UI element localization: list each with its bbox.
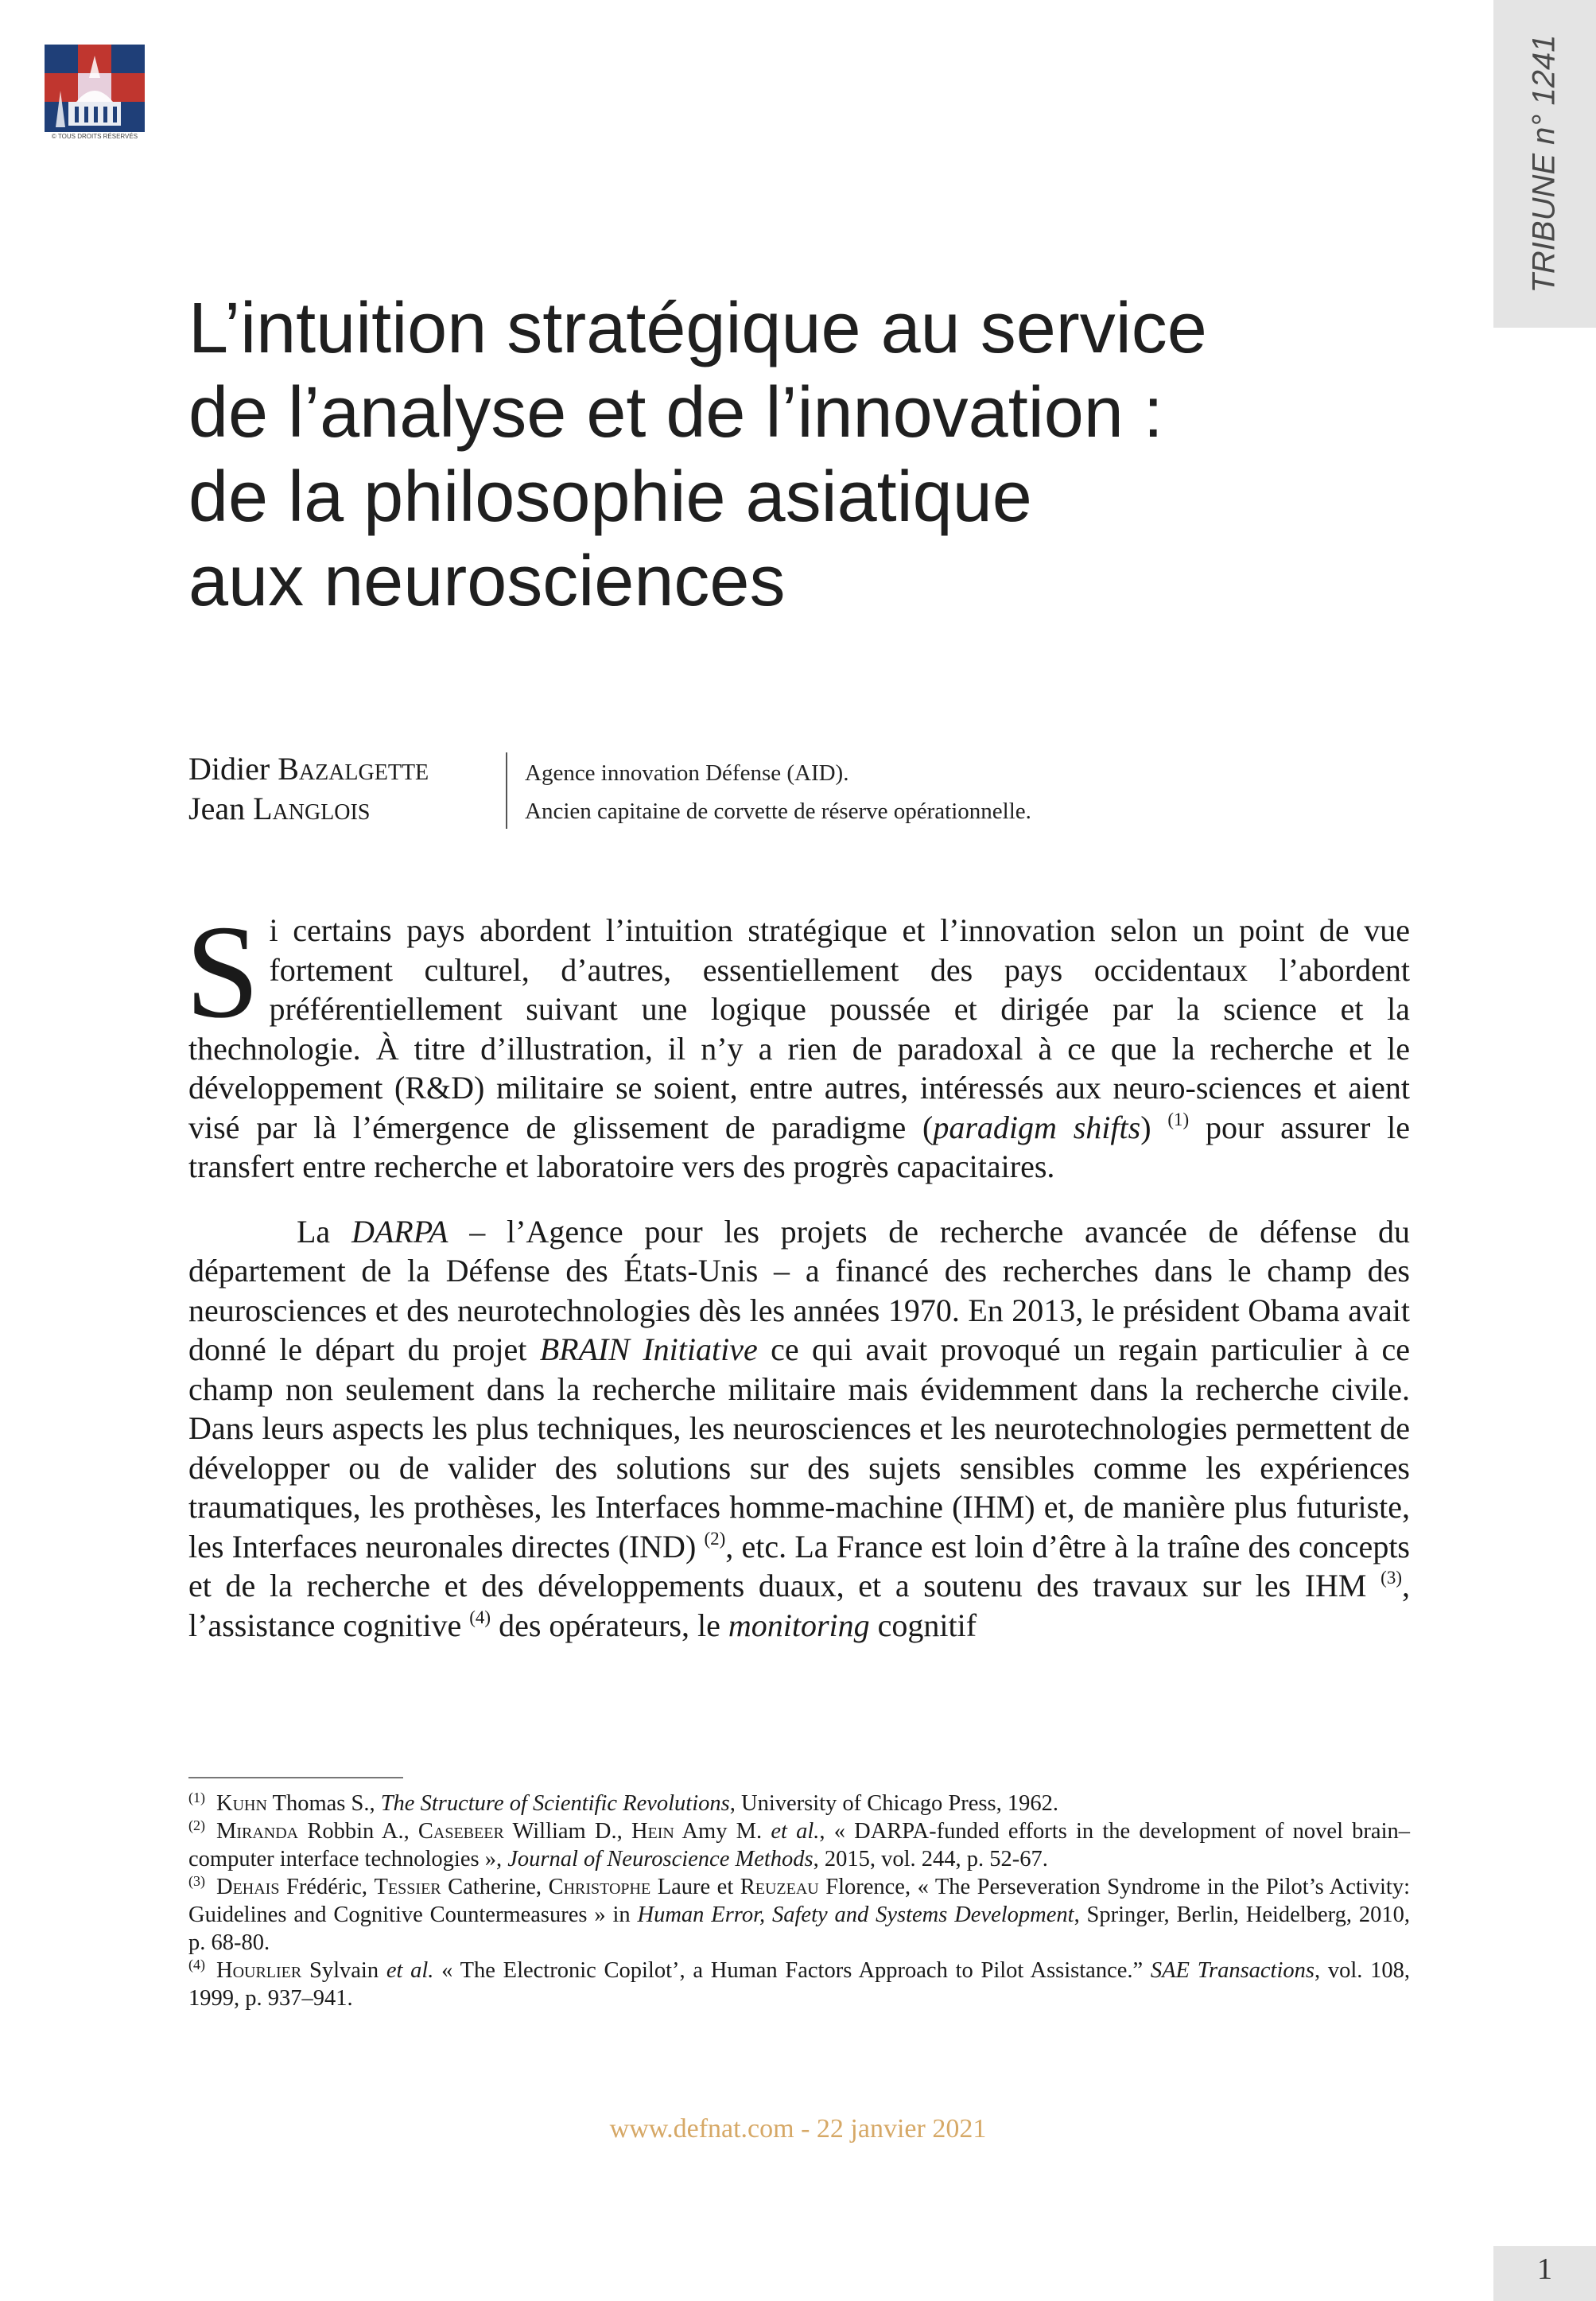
author-last-name: Bazalgette [278, 751, 429, 787]
text-run: « The Electronic Copilot’, a Human Factors Approach to Pilot Assistance.” [433, 1958, 1151, 1983]
text-run: , Springer, Berlin, Heidelberg, 2010, p. 68-80. [188, 1903, 1410, 1955]
footnote-author: Casebeer [417, 1819, 504, 1844]
text-run: , l’assistance cognitive [188, 1568, 1410, 1643]
italic-title: Human Error, Safety and Systems Development [637, 1903, 1074, 1927]
text-run: William D., [503, 1819, 631, 1844]
italic-term: DARPA [351, 1213, 449, 1250]
text-run: Sylvain [301, 1958, 386, 1983]
italic-term: BRAIN Initiative [539, 1331, 758, 1367]
text-run: Frédéric, [279, 1875, 375, 1899]
italic-title: Journal of Neuroscience Methods [507, 1847, 814, 1872]
text-run: , 2015, vol. 244, p. 52-67. [813, 1847, 1048, 1872]
text-run: des opérateurs, le [499, 1607, 720, 1643]
footnote-author: Miranda [216, 1819, 299, 1844]
italic-title: The Structure of Scientific Revolutions [380, 1791, 730, 1816]
italic-title: SAE Transactions [1150, 1958, 1314, 1983]
text-run: Laure et [650, 1875, 740, 1899]
footnote-ref[interactable]: (2) [704, 1528, 726, 1549]
text-run: Catherine, [441, 1875, 549, 1899]
text-run: La [297, 1213, 331, 1250]
text-run: Robbin A., [298, 1819, 418, 1844]
footnote [188, 1957, 1410, 2012]
text-run: Amy M. [674, 1819, 771, 1844]
italic-term: et al. [771, 1819, 820, 1844]
footnotes [188, 1790, 1410, 2012]
footnote-author: Kuhn [216, 1791, 267, 1816]
text-run: , University of Chicago Press, 1962. [729, 1791, 1058, 1816]
footnote [188, 1817, 1410, 1873]
footnote-separator [188, 1777, 403, 1778]
page-number: 1 [1537, 2252, 1552, 2286]
article-title [188, 286, 1429, 624]
footnote [188, 1873, 1410, 1957]
author-name [188, 749, 429, 789]
author-first-name: Jean [188, 791, 246, 826]
footnote-number: (1) [188, 1790, 205, 1805]
drop-cap: S [185, 898, 260, 1046]
text-run: , vol. 108, 1999, p. 937–941. [188, 1958, 1410, 2011]
italic-term: paradigm shifts [933, 1109, 1141, 1145]
footnote-number: (3) [188, 1873, 205, 1889]
author-name [188, 789, 429, 829]
title-line: de l’analyse et de l’innovation : [188, 373, 1163, 453]
italic-term: monitoring [728, 1607, 870, 1643]
publisher-logo [45, 45, 145, 140]
footnote-number: (2) [188, 1817, 205, 1833]
text-run: , « DARPA-funded efforts in the development of novel brain–computer interface technologies », [188, 1819, 1410, 1872]
title-line: L’intuition stratégique au service [188, 289, 1207, 368]
footnote-author: Dehais [216, 1875, 280, 1899]
footnote [188, 1790, 1410, 1817]
footnote-ref[interactable]: (4) [469, 1607, 491, 1627]
text-run: cognitif [877, 1607, 977, 1643]
svg-text:© TOUS DROITS RÉSERVÉS: © TOUS DROITS RÉSERVÉS [51, 133, 138, 140]
footer-site-date[interactable]: www.defnat.com - 22 janvier 2021 [609, 2114, 987, 2144]
text-run: , etc. La France est loin d’être à la traîne des concepts et de la recherche et des développements duaux, et a soutenu des travaux sur les IHM [188, 1528, 1410, 1603]
text-run: – l’Agence pour les projets de recherche avancée de défense du département de la Défense des États-Unis – a financé des recherches dans le champ des neurosciences et des neurotechnologies dès les années 1970. En 2013, le président Obama avait donné le départ du projet [188, 1213, 1411, 1367]
author-affiliation: Agence innovation Défense (AID). [525, 760, 849, 786]
text-run: Thomas S., [266, 1791, 381, 1816]
footnote-number: (4) [188, 1957, 205, 1973]
article-body [185, 898, 1411, 1645]
text-run: i certains pays abordent l’intuition stratégique et l’innovation selon un point de vue fortement culturel, d’autres, essentiellement des pays occidentaux l’abordent préférentiellement suivant une logique poussée et dirigée par la science et la thechnologie. À titre d’illustration, il n’y a rien de paradoxal à ce que la recherche et le développement (R&D) militaire se soient, entre autres, intéressés aux neuro-sciences et aient visé par là l’émergence de glissement de paradigme ( [188, 912, 1410, 1145]
title-line: aux neurosciences [188, 542, 786, 621]
footnote-author: Hourlier [216, 1958, 302, 1983]
text-run: Florence, « The Perseveration Syndrome in the Pilot’s Activity: Guidelines and Cognitive Countermeasures » in [188, 1875, 1410, 1927]
side-tab [1493, 0, 1596, 328]
body-paragraph [188, 1212, 1410, 1646]
footnote-author: Hein [631, 1819, 674, 1844]
author-first-name: Didier [188, 751, 270, 787]
affiliation-list [525, 754, 1031, 830]
author-list [188, 749, 429, 829]
author-last-name: Langlois [253, 791, 371, 826]
monument-emblem [45, 45, 145, 140]
text-run: pour assurer le transfert entre recherche et laboratoire vers des progrès capacitaires. [188, 1109, 1411, 1184]
footnote-ref[interactable]: (3) [1380, 1568, 1402, 1588]
footnote-author: Tessier [374, 1875, 441, 1899]
tribune-label: TRIBUNE n° 1241 [1526, 34, 1562, 293]
text-run: ce qui avait provoqué un regain particulier à ce champ non seulement dans la recherche militaire mais évidemment dans la recherche civile. Dans leurs aspects les plus techniques, les neurosciences et les neurotechnologies permettent de développer ou de valider des solutions sur des sujets sensibles comme les expériences traumatiques, les prothèses, les Interfaces homme-machine (IHM) et, de manière plus futuriste, les Interfaces neuronales directes (IND) [188, 1331, 1411, 1564]
italic-term: et al. [386, 1958, 434, 1983]
author-affiliation: Ancien capitaine de corvette de réserve opérationnelle. [525, 799, 1031, 824]
footnote-author: Reuzeau [740, 1875, 819, 1899]
footnote-ref[interactable]: (1) [1167, 1109, 1190, 1129]
body-paragraph [185, 898, 1411, 1187]
title-line: de la philosophie asiatique [188, 457, 1032, 537]
affiliation-divider [506, 752, 507, 829]
text-run: ) [1140, 1109, 1151, 1145]
footnote-author: Christophe [548, 1875, 651, 1899]
